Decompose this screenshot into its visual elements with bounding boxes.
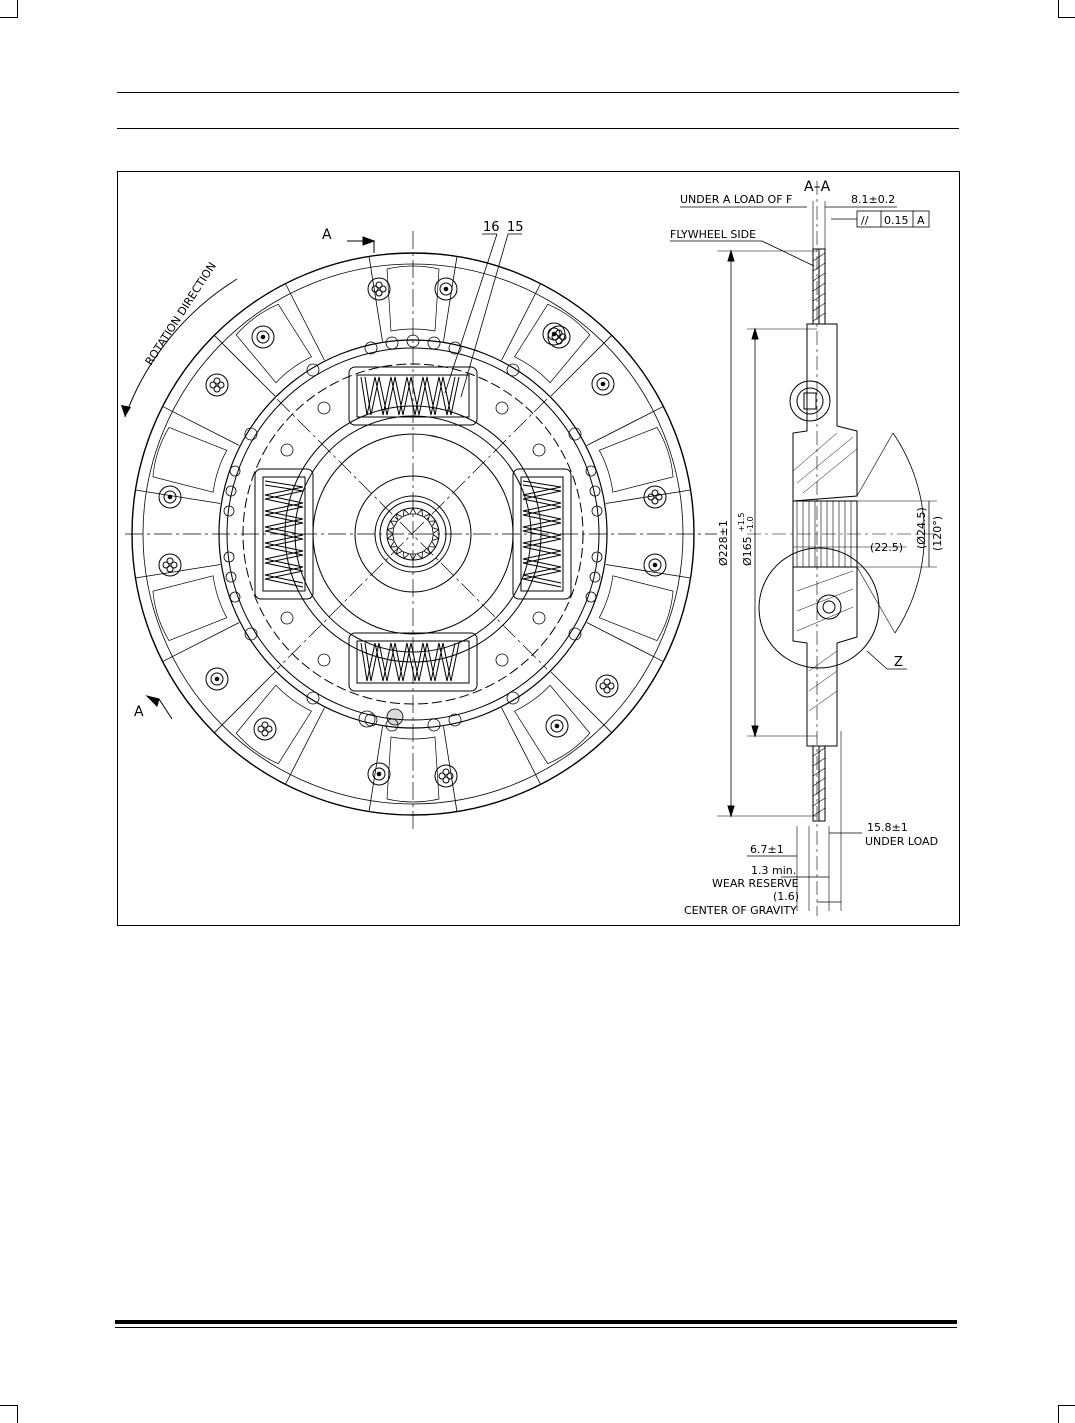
under-load-label: UNDER LOAD (865, 835, 939, 848)
part-number-16: 16 (483, 220, 500, 235)
header-rule-top (117, 92, 959, 93)
wear-reserve-label: WEAR RESERVE (712, 877, 799, 890)
tolerance-datum: A (917, 214, 925, 227)
crop-mark-top-left (0, 0, 18, 18)
svg-text:Ø165: Ø165 (741, 536, 754, 566)
front-view (125, 231, 717, 833)
rotation-arrowhead (121, 405, 131, 417)
part-number-15: 15 (507, 220, 524, 235)
header-rule-bottom (117, 128, 959, 129)
center-of-gravity-dimension: (1.6) (773, 890, 800, 903)
center-of-gravity-label: CENTER OF GRAVITY (684, 904, 797, 917)
center-lines (125, 231, 717, 833)
cut-label-bottom: A (134, 704, 144, 720)
outer-diameter-dimension: Ø228±1 (717, 520, 730, 566)
footer-rule-thick (115, 1320, 957, 1324)
under-load-dimension: 15.8±1 (867, 821, 908, 834)
dimension-6-7: 6.7±1 (750, 843, 784, 856)
thickness-dimension: 8.1±0.2 (851, 193, 896, 206)
tolerance-symbol: // (861, 214, 869, 227)
spline-angle-dimension: (120°) (931, 515, 944, 551)
wear-reserve-dimension: 1.3 min. (751, 864, 797, 877)
clutch-disc-drawing (117, 171, 960, 926)
cut-label-top: A (322, 227, 332, 243)
rotation-direction-label: ROTATION DIRECTION (142, 259, 219, 368)
crop-mark-bottom-left (0, 1405, 18, 1423)
hub-diameter-dimension: (Ø24.5) (915, 507, 928, 549)
crop-mark-top-right (1058, 0, 1075, 18)
flywheel-side-label: FLYWHEEL SIDE (670, 228, 757, 241)
tolerance-value: 0.15 (884, 214, 909, 227)
hub-length-dimension: (22.5) (870, 541, 904, 554)
inner-diameter-dimension (737, 513, 755, 566)
detail-z-label: Z (894, 655, 903, 670)
drawing-canvas (117, 171, 960, 926)
crop-mark-bottom-right (1058, 1405, 1075, 1423)
svg-text:-1.0: -1.0 (746, 516, 755, 532)
footer-rule-thin (115, 1327, 957, 1328)
svg-text:+1.5: +1.5 (737, 512, 746, 532)
under-a-load-label: UNDER A LOAD OF F (680, 193, 793, 206)
section-label: A–A (804, 179, 831, 195)
